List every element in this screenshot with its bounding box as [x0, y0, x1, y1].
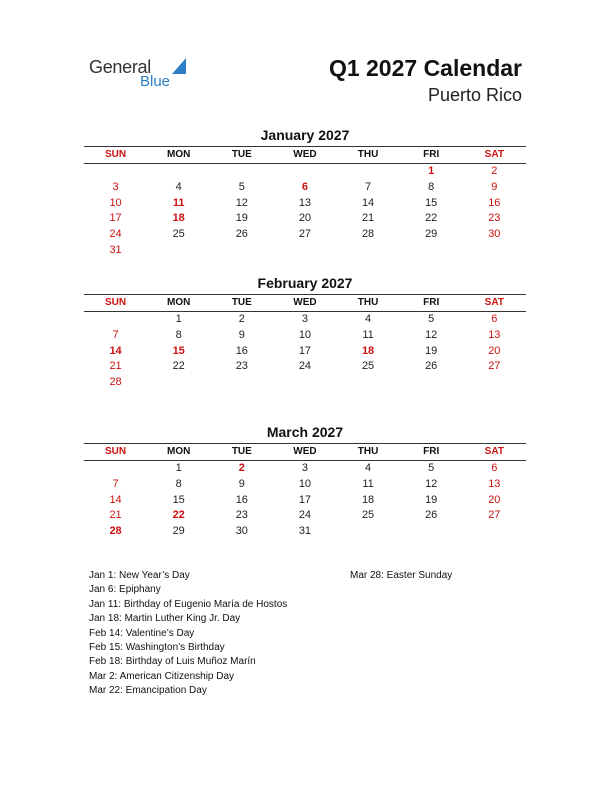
day-cell: 23 [488, 212, 501, 225]
day-cell: 1 [428, 165, 435, 177]
day-cell: 6 [491, 313, 498, 325]
weekday-header-row [84, 444, 526, 460]
day-cell: 9 [238, 328, 245, 341]
day-cell: 19 [425, 493, 438, 506]
day-cell: 11 [362, 328, 374, 341]
day-cell: 28 [361, 228, 375, 241]
day-cell: 5 [428, 462, 435, 474]
day-cell: 10 [109, 196, 122, 209]
day-cell: 20 [488, 493, 501, 506]
weekday-label: SUN [105, 149, 127, 160]
month-title: January 2027 [260, 127, 350, 143]
day-cell: 4 [365, 313, 372, 325]
day-cell: 18 [361, 344, 375, 357]
empty-day-cell [147, 243, 210, 259]
empty-day-cell [337, 164, 400, 180]
holiday-item: Jan 18: Martin Luther King Jr. Day [89, 613, 241, 625]
empty-day-cell [84, 312, 147, 328]
logo-text-blue: Blue [140, 73, 171, 90]
empty-day-cell [84, 164, 147, 180]
logo-text-general: General [89, 57, 151, 77]
day-cell: 4 [175, 180, 182, 193]
holiday-list-secondary [350, 569, 530, 583]
day-cell: 4 [365, 462, 372, 474]
empty-day-cell [400, 243, 463, 259]
day-cell: 12 [425, 328, 438, 341]
logo-triangle-icon [172, 58, 186, 74]
holiday-item: Feb 18: Birthday of Luis Muñoz Marín [89, 656, 256, 668]
empty-day-cell [210, 375, 273, 391]
week-row [84, 344, 526, 360]
page-title: Q1 2027 Calendar [328, 55, 522, 81]
week-row [84, 328, 526, 344]
day-cell: 11 [362, 477, 374, 490]
week-row [84, 243, 526, 259]
holiday-item: Feb 14: Valentine’s Day [89, 627, 195, 639]
day-cell: 8 [175, 328, 182, 341]
day-cell: 8 [175, 477, 182, 490]
day-cell: 27 [488, 509, 501, 522]
day-cell: 21 [109, 360, 122, 373]
day-cell: 5 [428, 313, 435, 325]
day-cell: 25 [361, 509, 375, 522]
weekday-header-row [84, 147, 526, 163]
day-cell: 17 [298, 493, 312, 506]
day-cell: 9 [491, 180, 498, 193]
day-cell: 24 [298, 509, 312, 522]
day-cell: 26 [235, 228, 248, 241]
week-row [84, 312, 526, 328]
day-cell: 14 [361, 196, 375, 209]
day-cell: 7 [365, 180, 372, 193]
day-cell: 23 [235, 360, 248, 373]
day-cell: 16 [235, 344, 248, 357]
day-cell: 12 [235, 196, 248, 209]
empty-day-cell [337, 524, 400, 540]
day-cell: 31 [298, 525, 312, 538]
day-cell: 9 [238, 477, 245, 490]
day-cell: 28 [109, 376, 122, 389]
day-cell: 7 [112, 477, 119, 490]
day-cell: 3 [301, 462, 308, 474]
weekday-label: WED [293, 297, 317, 308]
day-cell: 13 [298, 196, 312, 209]
day-cell: 24 [109, 228, 122, 241]
weekday-label: MON [167, 149, 191, 160]
weekday-label: MON [167, 297, 191, 308]
weekday-label: THU [357, 297, 379, 308]
day-cell: 30 [488, 228, 501, 241]
day-cell: 10 [298, 328, 312, 341]
day-cell: 25 [172, 228, 185, 241]
day-cell: 16 [235, 493, 248, 506]
weekday-label: FRI [423, 297, 440, 308]
empty-day-cell [463, 375, 526, 391]
day-cell: 10 [298, 477, 312, 490]
day-cell: 24 [298, 360, 312, 373]
weekday-label: MON [167, 446, 191, 457]
day-cell: 15 [172, 493, 185, 506]
day-cell: 20 [298, 212, 312, 225]
holiday-list [89, 569, 349, 699]
empty-day-cell [210, 243, 273, 259]
day-cell: 11 [172, 196, 185, 209]
week-row [84, 477, 526, 493]
day-cell: 13 [488, 477, 501, 490]
day-cell: 6 [301, 180, 308, 193]
week-row [84, 524, 526, 540]
month-february [84, 274, 526, 391]
day-cell: 2 [491, 165, 498, 177]
day-cell: 31 [109, 243, 122, 256]
day-cell: 20 [488, 344, 501, 357]
empty-day-cell [463, 524, 526, 540]
empty-day-cell [84, 461, 147, 477]
day-cell: 30 [235, 525, 248, 538]
holiday-item: Mar 22: Emancipation Day [89, 685, 207, 697]
week-row [84, 508, 526, 524]
weekday-label: FRI [423, 149, 440, 160]
empty-day-cell [273, 375, 336, 391]
week-row [84, 493, 526, 509]
day-cell: 22 [425, 212, 438, 225]
day-cell: 26 [425, 509, 438, 522]
day-cell: 17 [298, 344, 312, 357]
weekday-label: SAT [484, 297, 504, 308]
day-cell: 27 [298, 228, 312, 241]
day-cell: 3 [112, 180, 119, 193]
page-subtitle: Puerto Rico [427, 85, 522, 105]
week-row [84, 461, 526, 477]
day-cell: 22 [172, 509, 185, 522]
day-cell: 21 [361, 212, 375, 225]
weekday-label: SUN [105, 297, 127, 308]
day-cell: 3 [301, 313, 308, 325]
weekday-label: WED [293, 446, 317, 457]
day-cell: 17 [109, 212, 122, 225]
holiday-item: Jan 11: Birthday of Eugenio María de Hostos [89, 598, 288, 610]
week-row [84, 164, 526, 180]
day-cell: 5 [238, 180, 245, 193]
weekday-label: SAT [484, 149, 504, 160]
weekday-label: TUE [231, 297, 252, 308]
day-cell: 21 [109, 509, 122, 522]
weekday-label: SUN [105, 446, 127, 457]
empty-day-cell [210, 164, 273, 180]
day-cell: 12 [425, 477, 438, 490]
empty-day-cell [463, 243, 526, 259]
weekday-label: THU [357, 446, 379, 457]
day-cell: 28 [109, 525, 122, 538]
day-cell: 1 [175, 313, 182, 325]
weekday-label: SAT [484, 446, 504, 457]
holiday-item: Mar 28: Easter Sunday [350, 570, 453, 581]
day-cell: 29 [425, 228, 438, 241]
day-cell: 18 [361, 493, 375, 506]
day-cell: 1 [175, 462, 182, 474]
holiday-item: Jan 6: Epiphany [89, 584, 161, 596]
day-cell: 6 [491, 462, 498, 474]
day-cell: 29 [172, 525, 185, 538]
empty-day-cell [273, 164, 336, 180]
week-row [84, 211, 526, 227]
day-cell: 18 [172, 212, 185, 225]
empty-day-cell [337, 243, 400, 259]
weekday-header-row [84, 295, 526, 311]
day-cell: 7 [112, 328, 119, 341]
empty-day-cell [337, 375, 400, 391]
day-cell: 16 [488, 196, 501, 209]
day-cell: 27 [488, 360, 501, 373]
empty-day-cell [400, 524, 463, 540]
generalblue-logo [89, 55, 199, 95]
day-cell: 23 [235, 509, 248, 522]
day-cell: 19 [235, 212, 248, 225]
empty-day-cell [147, 164, 210, 180]
empty-day-cell [400, 375, 463, 391]
weekday-label: WED [293, 149, 317, 160]
empty-day-cell [147, 375, 210, 391]
weekday-label: THU [357, 149, 379, 160]
day-cell: 2 [238, 313, 245, 325]
day-cell: 19 [425, 344, 438, 357]
weekday-label: FRI [423, 446, 440, 457]
day-cell: 15 [172, 344, 185, 357]
week-row [84, 375, 526, 391]
empty-day-cell [273, 243, 336, 259]
day-cell: 2 [238, 462, 245, 474]
month-march [84, 423, 526, 540]
weekday-label: TUE [231, 446, 252, 457]
day-cell: 25 [361, 360, 375, 373]
day-cell: 14 [109, 344, 122, 357]
week-row [84, 227, 526, 243]
day-cell: 13 [488, 328, 501, 341]
holiday-item: Feb 15: Washington’s Birthday [89, 642, 225, 654]
weekday-label: TUE [231, 149, 252, 160]
month-january [84, 126, 526, 259]
month-title: March 2027 [266, 424, 344, 440]
day-cell: 14 [109, 493, 122, 506]
week-row [84, 359, 526, 375]
day-cell: 22 [172, 360, 185, 373]
month-title: February 2027 [257, 275, 353, 291]
holiday-item: Mar 2: American Citizenship Day [89, 670, 235, 682]
week-row [84, 180, 526, 196]
day-cell: 8 [428, 180, 435, 193]
day-cell: 26 [425, 360, 438, 373]
day-cell: 15 [425, 196, 438, 209]
week-row [84, 196, 526, 212]
holiday-item: Jan 1: New Year’s Day [89, 570, 190, 581]
